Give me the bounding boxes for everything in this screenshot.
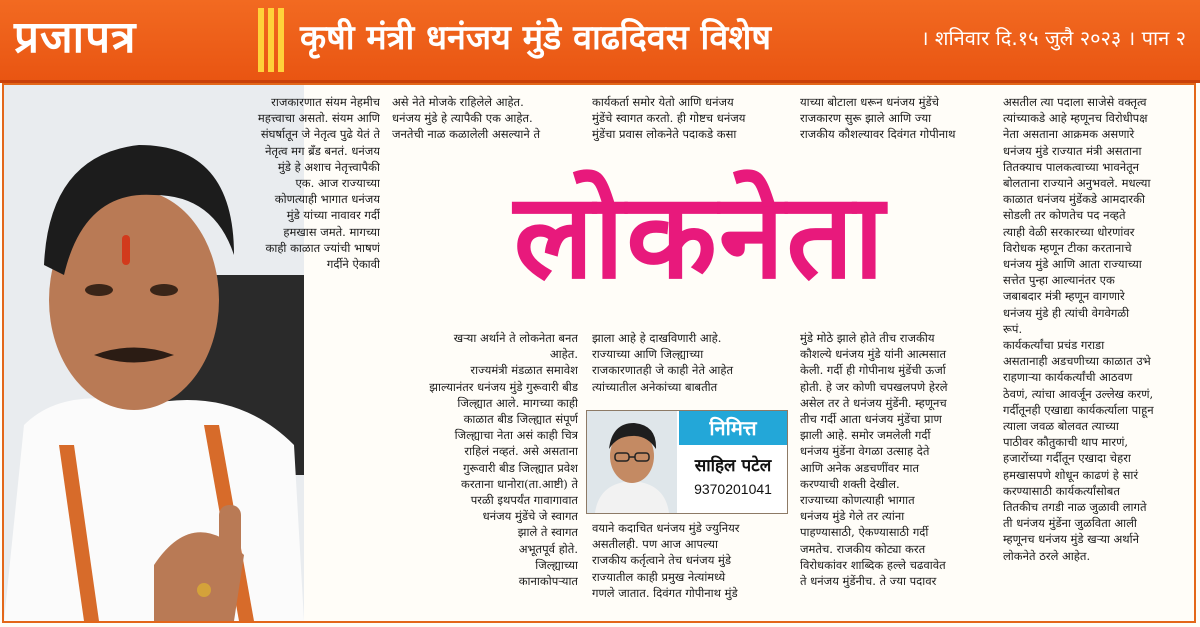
author-photo-icon	[587, 411, 677, 513]
masthead-stripes-decoration	[258, 8, 284, 72]
column-3-middle-text: झाला आहे हे दाखविणारी आहे. राज्याच्या आणि जिल्ह्याच्या राजकारणातही जे काही नेते आहेत त्यांच्यातील अनेकांच्या बाबतीत	[592, 331, 734, 394]
column-4-bottom-text: मुंडे मोठे झाले होते तीच राजकीय कौशल्ये धनंजय मुंडे यांनी आत्मसात केली. गर्दी ही गोपीनाथ मुंडेंची ऊर्जा होती. हे जर कोणी चपखलपणे हेरले असेल तर ते धनंजय मुंडेंनी. म्हणूनच तीच गर्दी आता धनंजय मुंडेंचा प्राण झाली आहे. समोर जमलेली गर्दी धनंजय मुंडेंना वेगळा उत्साह देते आणि अनेक अडचणींवर मात करण्याची शक्ती देखील. राज्याच्या कोणत्याही भागात धनंजय मुंडे गेले तर त्यांना पाहण्यासाठी, ऐकण्यासाठी गर्दी जमतेच. राजकीय कोट्या करत विरोधकांवर शाब्दिक हल्ले चढवावेत ते धनंजय मुंडेंनीच. ते ज्या पदावर	[800, 331, 948, 589]
column-2-top-text: असे नेते मोजके राहिलेले आहेत. धनंजय मुंडे हे त्यापैकी एक आहेत. जनतेची नाळ कळालेली असल्याने ते	[392, 95, 540, 142]
dateline: । शनिवार दि.१५ जुलै २०२३ । पान २	[920, 26, 1186, 50]
column-5-text: असतील त्या पदाला साजेसे वक्तृत्व त्यांच्याकडे आहे म्हणूनच विरोधीपक्ष नेता असताना आक्रमक असणारे धनंजय मुंडे राज्यात मंत्री असताना तितक्याच पालकत्वाच्या भावनेतून बोलताना राज्याने अनुभवले. मधल्या काळात धनंजय मुंडेंकडे आमदारकी सोडली तर कोणतेच पद नव्हते त्याही वेळी सरकारच्या धोरणांवर विरोधक म्हणून टीका करतानाचे धनंजय मुंडे आणि आता राज्याच्या सत्तेत पुन्हा आल्यानंतर एक जबाबदार मंत्री म्हणून वागणारे धनंजय मुंडे ही त्यांची वेगवेगळी रूपं. कार्यकर्त्यांचा प्रचंड गराडा असतानाही अडचणीच्या काळात उभे राहणाऱ्या कार्यकर्त्यांची आठवण ठेवणं, त्यांचा आवर्जून उल्लेख करणं, गर्दीतूनही एखाद्या कार्यकर्त्याला पाहून त्याला जवळ बोलवत त्याच्या पाठीवर कौतुकाची थाप मारणं, हजारोंच्या गर्दीतून एखादा चेहरा हमखासपणे शोधून काढणं हे सारं करण्यासाठी कार्यकर्त्यांसोबत तितकीच तगडी नाळ जुळावी लागते ती धनंजय मुंडेंना जुळविता आली म्हणूनच धनंजय मुंडे खऱ्या अर्थाने लोकनेते ठरले आहेत.	[1003, 95, 1154, 563]
column-3-bottom-text: वयाने कदाचित धनंजय मुंडे ज्युनियर असतीलही. पण आज आपल्या राजकीय कर्तृत्वाने तेच धनंजय मुंडे राज्यातील काही प्रमुख नेत्यांमध्ये गणले जातात. दिवंगत गोपीनाथ मुंडे	[592, 521, 740, 600]
masthead	[0, 0, 1200, 83]
author-name: साहिल पटेल	[694, 456, 772, 476]
column-4-top-text: याच्या बोटाला धरून धनंजय मुंडेंचे राजकारण सुरू झाले आणि ज्या राजकीय कौशल्यावर दिवंगत गोपीनाथ	[800, 95, 956, 142]
section-label: निमित्त	[679, 411, 787, 445]
column-2-bottom-text: खऱ्या अर्थाने ते लोकनेता बनत आहेत. राज्यमंत्री मंडळात समावेश झाल्यानंतर धनंजय मुंडे गुरूवारी बीड जिल्ह्यात आले. मागच्या काही काळात बीड जिल्ह्यात संपूर्ण जिल्ह्याचा नेता असं काही चित्र राहिलं नव्हतं. असे असताना गुरूवारी बीड जिल्ह्यात प्रवेश करताना धानोरा(ता.आष्टी) ते परळी इथपर्यंत गावागावात धनंजय मुंडेंचे जे स्वागत झाले ते स्वागत अभूतपूर्व होते. जिल्ह्याच्या कानाकोपऱ्यात	[429, 331, 578, 589]
byline-box	[586, 410, 788, 514]
author-phone: 9370201041	[694, 481, 772, 497]
newspaper-brand: प्रजापत्र	[14, 12, 137, 63]
column-1-text: राजकारणात संयम नेहमीच महत्त्वाचा असतो. संयम आणि संघर्षातून जे नेतृत्व पुढे येतं ते नेतृत्व मग ब्रँड बनतं. धनंजय मुंडे हे अशाच नेतृत्त्वापैकी एक. आज राज्याच्या कोणत्याही भागात धनंजय मुंडे यांच्या नावावर गर्दी हमखास जमते. मागच्या काही काळात ज्यांची भाषणं गर्दीने ऐकावी	[257, 95, 380, 272]
author-avatar	[587, 411, 677, 513]
column-3-top-text: कार्यकर्ता समोर येतो आणि धनंजय मुंडेंचे स्वागत करतो. ही गोष्टच धनंजय मुंडेंचा प्रवास लोकनेते पदाकडे कसा	[592, 95, 746, 142]
page-headline: कृषी मंत्री धनंजय मुंडे वाढदिवस विशेष	[300, 18, 771, 58]
article-title: लोकनेता	[513, 167, 887, 305]
